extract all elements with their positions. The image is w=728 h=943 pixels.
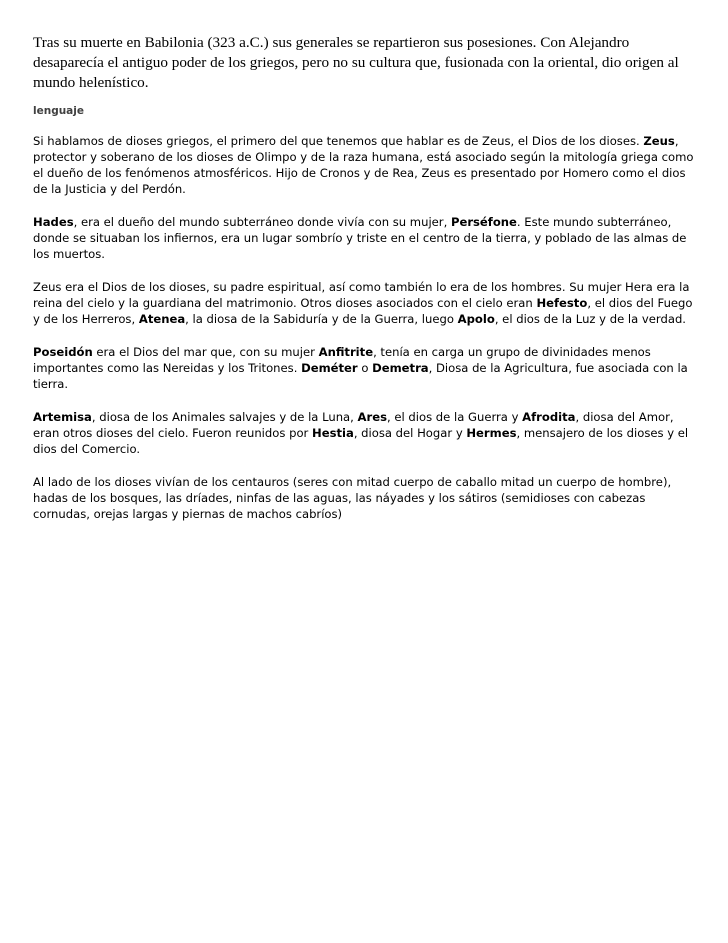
text-run: o — [357, 361, 373, 375]
intro-paragraph: Tras su muerte en Babilonia (323 a.C.) sus generales se repartieron sus posesiones. Con Alejandro desaparecía el antiguo poder de los griegos, pero no su cultura que, fusionada con la oriental, dio origen al mundo helenístico. — [33, 34, 679, 91]
text-run: , el dios de la Luz y de la verdad. — [494, 312, 686, 326]
text-run: Si hablamos de dioses griegos, el primero del que tenemos que hablar es de Zeus, el Dios de los dioses. — [33, 134, 644, 148]
section-heading: lenguaje — [33, 105, 84, 117]
bold-name: Ares — [357, 410, 387, 424]
bold-name: Atenea — [138, 312, 186, 326]
text-run: . Este mundo subterráneo, donde se situaban los infiernos, era un lugar sombrío y triste en el centro de la tierra, y poblado de las almas de los muertos. — [33, 215, 687, 261]
paragraph-zeus — [33, 133, 703, 197]
text-run: , era el dueño del mundo subterráneo donde vivía con su mujer, — [73, 215, 451, 229]
bold-name: Hermes — [466, 426, 517, 440]
text-run: , diosa del Hogar y — [353, 426, 467, 440]
paragraph-hades — [33, 214, 703, 262]
text-run: , el dios de la Guerra y — [387, 410, 523, 424]
text-run: , protector y soberano de los dioses de Olimpo y de la raza humana, está asociado según la mitología griega como el dueño de los fenómenos atmosféricos. Hijo de Cronos y de Rea, Zeus es presentado por Homero como el dios de la Justicia y del Perdón. — [33, 134, 694, 196]
bold-name: Hefesto — [536, 296, 588, 310]
bold-name: Hades — [33, 215, 74, 229]
bold-name: Demetra — [372, 361, 429, 375]
text-run: Zeus era el Dios de los dioses, su padre espiritual, así como también lo era de los hombres. Su mujer Hera era la reina del cielo y la guardiana del matrimonio. Otros dioses asociados con el cielo eran — [33, 280, 690, 310]
bold-name: Anfitrite — [318, 345, 374, 359]
bold-name: Afrodita — [522, 410, 576, 424]
bold-name: Poseidón — [33, 345, 93, 359]
paragraph-artemisa — [33, 409, 703, 457]
text-run: , Diosa de la Agricultura, fue asociada con la tierra. — [33, 361, 688, 391]
bold-name: Hestia — [312, 426, 354, 440]
text-run: , el dios del Fuego y de los Herreros, — [33, 296, 693, 326]
text-run: , tenía en carga un grupo de divinidades menos importantes como las Nereidas y los Tritones. — [33, 345, 651, 375]
paragraph-sky-gods — [33, 279, 703, 327]
text-run: , mensajero de los dioses y el dios del Comercio. — [33, 426, 689, 456]
text-run: , diosa de los Animales salvajes y de la Luna, — [91, 410, 358, 424]
bold-name: Apolo — [457, 312, 495, 326]
text-run: , la diosa de la Sabiduría y de la Guerra, luego — [185, 312, 458, 326]
bold-name: Deméter — [301, 361, 358, 375]
bold-name: Artemisa — [33, 410, 92, 424]
text-run: era el Dios del mar que, con su mujer — [92, 345, 319, 359]
bold-name: Zeus — [643, 134, 675, 148]
text-run: , diosa del Amor, eran otros dioses del cielo. Fueron reunidos por — [33, 410, 674, 440]
paragraph-centaurs: Al lado de los dioses vivían de los centauros (seres con mitad cuerpo de caballo mitad un cuerpo de hombre), hadas de los bosques, las dríades, ninfas de las aguas, las náyades y los sátiros (semidioses con cabezas cornudas, orejas largas y piernas de machos cabríos) — [33, 475, 672, 521]
document-page — [33, 33, 703, 539]
bold-name: Perséfone — [450, 215, 517, 229]
paragraph-poseidon — [33, 344, 703, 392]
